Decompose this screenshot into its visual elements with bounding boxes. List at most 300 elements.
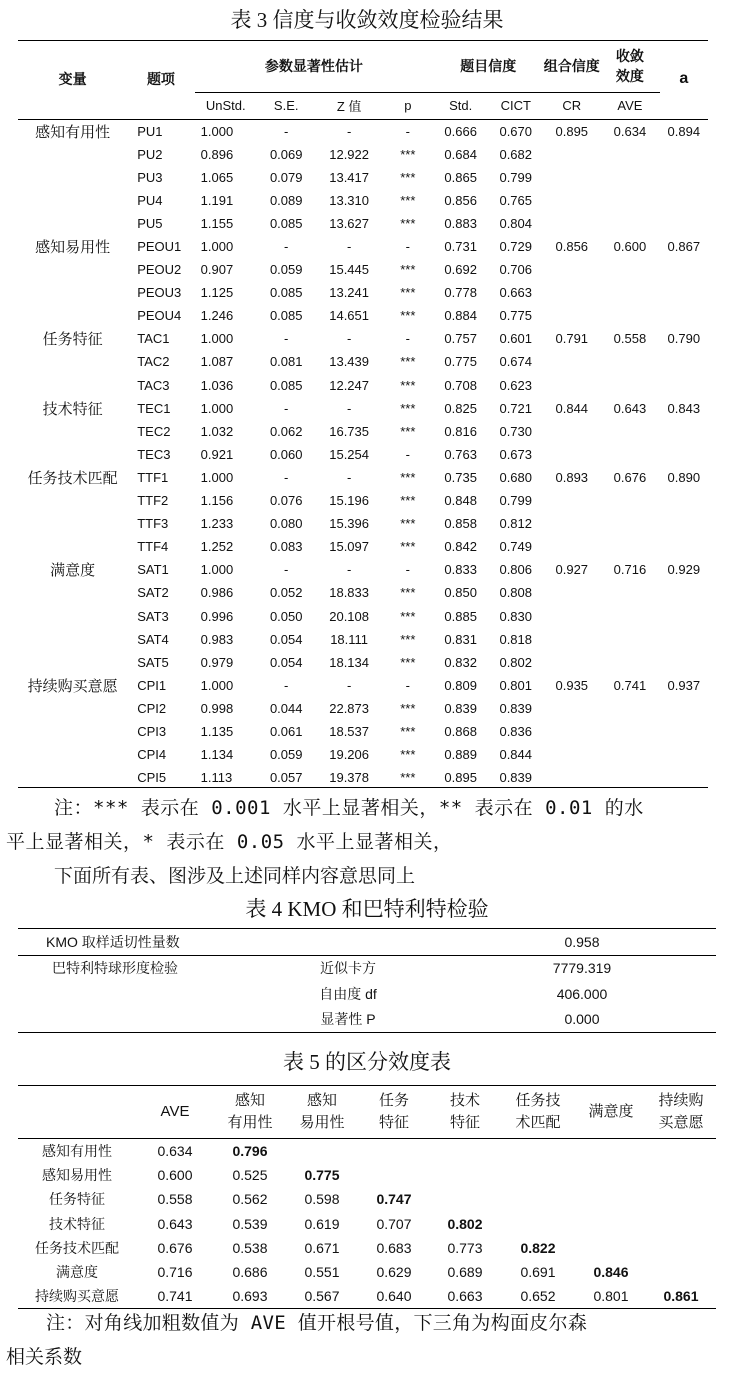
variable-name: 持续购买意愿 [27, 677, 118, 695]
column-header: AVE [160, 1103, 190, 1120]
std-value: 0.831 [444, 631, 477, 647]
empty-cell [576, 1163, 646, 1187]
ave-value: 0.600 [613, 239, 647, 255]
std-value: 0.858 [444, 516, 477, 532]
z-value: 20.108 [329, 608, 369, 624]
alpha-value: 0.790 [667, 331, 701, 347]
empty-cell [18, 512, 127, 535]
empty-cell [660, 697, 708, 720]
unstd-value: 1.246 [200, 308, 234, 324]
table-row [18, 1260, 716, 1284]
bartlett-row-value: 7779.319 [552, 960, 612, 977]
header-param-group: 参数显著性估计 [195, 40, 433, 92]
table-row [18, 581, 708, 604]
item-code: TEC1 [137, 400, 171, 416]
cict-value: 0.721 [499, 400, 533, 416]
item-code: SAT2 [137, 585, 169, 601]
z-value: 14.651 [329, 308, 369, 324]
cict-value: 0.801 [499, 677, 533, 693]
empty-cell [660, 189, 708, 212]
table-row [18, 212, 708, 235]
p-value: - [405, 123, 411, 139]
variable-name: 感知易用性 [35, 239, 111, 257]
correlation-value: 0.671 [304, 1239, 340, 1256]
column-header: 满意度 [588, 1103, 634, 1120]
empty-cell [600, 258, 659, 281]
empty-cell [543, 304, 600, 327]
z-value: 13.241 [329, 285, 369, 301]
z-value: 22.873 [329, 700, 369, 716]
p-value: *** [400, 539, 416, 555]
std-value: 0.865 [444, 169, 477, 185]
p-value: *** [400, 400, 416, 416]
table5-note-line1: 注：对角线加粗数值为 AVE 值开根号值，下三角为构面皮尔森 [46, 1312, 588, 1334]
se-value: 0.069 [269, 146, 303, 162]
empty-cell [18, 281, 127, 304]
unstd-value: 1.191 [200, 192, 234, 208]
header-alpha: a [679, 70, 689, 88]
empty-cell [543, 189, 600, 212]
item-code: PU2 [137, 146, 163, 162]
cict-value: 0.799 [499, 169, 533, 185]
ave-value: 0.676 [613, 469, 647, 485]
item-code: TTF3 [137, 516, 169, 532]
subheader-se: S.E. [273, 98, 299, 113]
empty-cell [576, 1212, 646, 1236]
se-value: - [284, 469, 289, 485]
table3-title: 表 3 信度与收敛效度检验结果 [230, 8, 504, 32]
table-row [18, 489, 708, 512]
empty-cell [18, 166, 127, 189]
item-code: PEOU2 [137, 262, 182, 278]
se-value: 0.085 [269, 215, 303, 231]
std-value: 0.825 [444, 400, 477, 416]
ave-value: 0.558 [157, 1191, 193, 1208]
empty-cell [600, 512, 659, 535]
empty-cell [18, 189, 127, 212]
se-value: 0.060 [269, 446, 303, 462]
empty-cell [18, 766, 127, 789]
item-code: TTF1 [137, 469, 169, 485]
z-value: 15.097 [329, 539, 369, 555]
z-value: 19.206 [329, 747, 369, 763]
table-row [18, 327, 708, 350]
empty-cell [18, 212, 127, 235]
z-value: 16.735 [329, 423, 369, 439]
table-row [18, 281, 708, 304]
empty-cell [358, 1139, 430, 1164]
discriminant-validity-table [18, 1085, 716, 1309]
std-value: 0.763 [444, 446, 477, 462]
cict-value: 0.804 [499, 215, 533, 231]
table-row [18, 119, 708, 143]
item-code: PU1 [137, 123, 163, 139]
sqrt-ave-diagonal: 0.802 [447, 1215, 483, 1232]
z-value: - [346, 469, 352, 485]
table-row [18, 397, 708, 420]
z-value: 13.627 [329, 215, 369, 231]
unstd-value: 1.036 [200, 377, 234, 393]
row-label: 持续购买意愿 [35, 1288, 119, 1305]
unstd-value: 1.000 [200, 123, 234, 139]
table-row [18, 535, 708, 558]
cict-value: 0.844 [499, 747, 533, 763]
item-code: PEOU4 [137, 308, 182, 324]
p-value: *** [400, 192, 416, 208]
kmo-label: KMO 取样适切性量数 [46, 933, 180, 950]
se-value: - [284, 123, 289, 139]
cr-value: 0.791 [555, 331, 589, 347]
empty-cell [600, 143, 659, 166]
z-value: 15.254 [329, 446, 369, 462]
bartlett-label: 巴特利特球形度检验 [52, 960, 178, 977]
correlation-value: 0.640 [376, 1288, 412, 1305]
unstd-value: 1.000 [200, 400, 234, 416]
correlation-value: 0.691 [520, 1264, 556, 1281]
empty-cell [600, 212, 659, 235]
empty-cell [600, 166, 659, 189]
table-row [18, 1139, 716, 1164]
table5-note-line2: 相关系数 [6, 1346, 83, 1368]
empty-cell [660, 604, 708, 627]
unstd-value: 1.000 [200, 677, 234, 693]
variable-name: 感知有用性 [35, 123, 111, 141]
empty-cell [500, 1139, 576, 1164]
bartlett-row-value: 0.000 [564, 1011, 600, 1028]
empty-cell [646, 1236, 716, 1260]
table4-title: 表 4 KMO 和巴特利特检验 [245, 897, 489, 921]
cict-value: 0.749 [499, 539, 533, 555]
std-value: 0.816 [444, 423, 477, 439]
empty-cell [600, 604, 659, 627]
correlation-value: 0.689 [447, 1264, 483, 1281]
empty-cell [576, 1139, 646, 1164]
empty-cell [543, 628, 600, 651]
table-row [18, 350, 708, 373]
std-value: 0.885 [444, 608, 477, 624]
table-row [18, 258, 708, 281]
p-value: *** [400, 516, 416, 532]
p-value: *** [400, 285, 416, 301]
correlation-value: 0.663 [447, 1288, 483, 1305]
se-value: 0.089 [269, 192, 303, 208]
correlation-value: 0.538 [232, 1239, 268, 1256]
p-value: *** [400, 747, 416, 763]
table-row [18, 720, 708, 743]
std-value: 0.708 [444, 377, 477, 393]
table-row [18, 674, 708, 697]
empty-cell [18, 535, 127, 558]
se-value: 0.081 [269, 354, 303, 370]
cict-value: 0.830 [499, 608, 533, 624]
empty-cell [18, 350, 127, 373]
unstd-value: 1.032 [200, 423, 234, 439]
row-label: 任务特征 [49, 1191, 105, 1208]
empty-cell [660, 258, 708, 281]
correlation-value: 0.629 [376, 1264, 412, 1281]
std-value: 0.850 [444, 585, 477, 601]
unstd-value: 1.156 [200, 493, 234, 509]
correlation-value: 0.551 [304, 1264, 340, 1281]
table-row [18, 512, 708, 535]
z-value: 18.537 [329, 723, 369, 739]
unstd-value: 0.998 [200, 700, 234, 716]
z-value: - [346, 677, 352, 693]
p-value: *** [400, 608, 416, 624]
corner-cell [18, 1086, 136, 1139]
ave-value: 0.716 [157, 1264, 193, 1281]
p-value: *** [400, 493, 416, 509]
se-value: 0.054 [269, 631, 303, 647]
item-code: SAT5 [137, 654, 169, 670]
cict-value: 0.674 [499, 354, 533, 370]
cict-value: 0.706 [499, 262, 533, 278]
bartlett-row-value: 406.000 [556, 985, 608, 1002]
alpha-value: 0.843 [667, 400, 701, 416]
unstd-value: 1.087 [200, 354, 234, 370]
p-value: - [405, 446, 411, 462]
cict-value: 0.663 [499, 285, 533, 301]
cr-value: 0.856 [555, 239, 589, 255]
z-value: 19.378 [329, 770, 369, 786]
correlation-value: 0.801 [593, 1288, 629, 1305]
bartlett-row-label: 自由度 df [319, 985, 377, 1002]
empty-cell [600, 374, 659, 397]
empty-cell [18, 604, 127, 627]
se-value: 0.085 [269, 285, 303, 301]
empty-cell [543, 143, 600, 166]
empty-cell [543, 535, 600, 558]
item-code: PEOU3 [137, 285, 182, 301]
cict-value: 0.818 [499, 631, 533, 647]
se-value: 0.054 [269, 654, 303, 670]
p-value: - [405, 562, 411, 578]
item-code: TAC2 [137, 354, 170, 370]
p-value: *** [400, 585, 416, 601]
std-value: 0.735 [444, 469, 477, 485]
ave-value: 0.741 [157, 1288, 193, 1305]
se-value: 0.080 [269, 516, 303, 532]
table5-note [6, 1306, 730, 1374]
p-value: *** [400, 770, 416, 786]
unstd-value: 1.000 [200, 239, 234, 255]
subheader-std: Std. [449, 98, 473, 113]
std-value: 0.832 [444, 654, 477, 670]
empty-cell [660, 766, 708, 789]
cict-value: 0.812 [499, 516, 533, 532]
correlation-value: 0.683 [376, 1239, 412, 1256]
subheader-unstd: UnStd. [205, 98, 246, 113]
empty-cell [600, 489, 659, 512]
std-value: 0.884 [444, 308, 477, 324]
table-row [18, 1163, 716, 1187]
unstd-value: 0.983 [200, 631, 234, 647]
table3-bottom-rule [18, 787, 708, 788]
column-header: 技术 特征 [449, 1092, 480, 1131]
ave-value: 0.741 [613, 677, 647, 693]
subheader-ave: AVE [617, 98, 643, 113]
empty-cell [543, 443, 600, 466]
std-value: 0.809 [444, 677, 477, 693]
p-value: *** [400, 146, 416, 162]
empty-cell [543, 212, 600, 235]
std-value: 0.848 [444, 493, 477, 509]
cict-value: 0.673 [499, 446, 533, 462]
cr-value: 0.844 [555, 400, 589, 416]
empty-cell [660, 420, 708, 443]
item-code: SAT3 [137, 608, 169, 624]
cict-value: 0.682 [499, 146, 533, 162]
empty-cell [543, 420, 600, 443]
empty-cell [660, 281, 708, 304]
table-row [18, 374, 708, 397]
kmo-table [18, 928, 716, 1033]
table-row [18, 466, 708, 489]
se-value: - [284, 562, 289, 578]
cict-value: 0.601 [499, 331, 533, 347]
empty-cell [18, 443, 127, 466]
empty-cell [18, 628, 127, 651]
unstd-value: 1.000 [200, 469, 234, 485]
cr-value: 0.893 [555, 469, 589, 485]
unstd-value: 1.000 [200, 331, 234, 347]
item-code: PEOU1 [137, 239, 182, 255]
variable-name: 满意度 [50, 562, 96, 580]
header-ave-group: 收敛效度 [600, 40, 659, 92]
correlation-value: 0.539 [232, 1215, 268, 1232]
cict-value: 0.806 [499, 562, 533, 578]
se-value: 0.052 [269, 585, 303, 601]
p-value: *** [400, 469, 416, 485]
unstd-value: 0.979 [200, 654, 234, 670]
empty-cell [660, 350, 708, 373]
se-value: - [284, 677, 289, 693]
std-value: 0.839 [444, 700, 477, 716]
alpha-value: 0.937 [667, 677, 701, 693]
p-value: *** [400, 631, 416, 647]
header-cr-group: 组合信度 [543, 40, 600, 92]
z-value: - [346, 400, 352, 416]
empty-cell [543, 512, 600, 535]
se-value: 0.062 [269, 423, 303, 439]
p-value: *** [400, 654, 416, 670]
subheader-cr: CR [562, 98, 582, 113]
empty-cell [660, 143, 708, 166]
empty-cell [660, 581, 708, 604]
se-value: 0.061 [269, 723, 303, 739]
empty-cell [543, 766, 600, 789]
ave-value: 0.634 [157, 1143, 193, 1160]
empty-cell [543, 350, 600, 373]
bartlett-row-label: 近似卡方 [320, 960, 376, 977]
table-row [18, 235, 708, 258]
empty-cell [600, 281, 659, 304]
table-row [18, 304, 708, 327]
sqrt-ave-diagonal: 0.796 [232, 1143, 268, 1160]
empty-cell [543, 166, 600, 189]
sqrt-ave-diagonal: 0.775 [304, 1167, 340, 1184]
se-value: 0.059 [269, 262, 303, 278]
std-value: 0.692 [444, 262, 477, 278]
table-row [18, 766, 708, 789]
empty-cell [600, 697, 659, 720]
empty-cell [18, 743, 127, 766]
empty-cell [660, 443, 708, 466]
se-value: - [284, 331, 289, 347]
z-value: 18.134 [329, 654, 369, 670]
std-value: 0.757 [444, 331, 477, 347]
empty-cell [500, 1163, 576, 1187]
empty-cell [600, 443, 659, 466]
item-code: CPI2 [137, 700, 167, 716]
std-value: 0.684 [444, 146, 477, 162]
z-value: 15.196 [329, 493, 369, 509]
unstd-value: 0.921 [200, 446, 234, 462]
empty-cell [660, 651, 708, 674]
table-row [18, 558, 708, 581]
subheader-z: Z 值 [336, 99, 362, 114]
empty-cell [660, 166, 708, 189]
unstd-value: 0.986 [200, 585, 234, 601]
table-row [18, 604, 708, 627]
empty-cell [18, 720, 127, 743]
std-value: 0.666 [444, 123, 477, 139]
table-row [18, 166, 708, 189]
item-code: CPI1 [137, 677, 167, 693]
header-item: 题项 [146, 71, 175, 88]
z-value: 12.247 [329, 377, 369, 393]
ave-value: 0.600 [157, 1167, 193, 1184]
column-header: 持续购 买意愿 [658, 1092, 704, 1131]
empty-cell [543, 697, 600, 720]
item-code: CPI5 [137, 770, 167, 786]
unstd-value: 1.134 [200, 747, 234, 763]
empty-cell [18, 489, 127, 512]
empty-cell [18, 651, 127, 674]
ave-value: 0.634 [613, 123, 647, 139]
se-value: 0.076 [269, 493, 303, 509]
empty-cell [660, 743, 708, 766]
empty-cell [430, 1139, 500, 1164]
column-header: 任务 特征 [378, 1092, 409, 1131]
cict-value: 0.839 [499, 770, 533, 786]
empty-cell [600, 743, 659, 766]
z-value: - [346, 562, 352, 578]
se-value: 0.057 [269, 770, 303, 786]
empty-cell [660, 535, 708, 558]
unstd-value: 1.135 [200, 723, 234, 739]
item-code: TTF4 [137, 539, 169, 555]
ave-value: 0.558 [613, 331, 647, 347]
sqrt-ave-diagonal: 0.861 [663, 1288, 699, 1305]
table3-note-line3: 下面所有表、图涉及上述同样内容意思同上 [54, 865, 416, 887]
correlation-value: 0.707 [376, 1215, 412, 1232]
item-code: CPI4 [137, 747, 167, 763]
item-code: CPI3 [137, 723, 167, 739]
sqrt-ave-diagonal: 0.846 [593, 1264, 629, 1281]
row-label: 满意度 [56, 1264, 98, 1281]
cict-value: 0.680 [499, 469, 533, 485]
z-value: - [346, 123, 352, 139]
correlation-value: 0.773 [447, 1239, 483, 1256]
se-value: 0.059 [269, 747, 303, 763]
se-value: 0.085 [269, 377, 303, 393]
empty-cell [576, 1187, 646, 1211]
empty-cell [18, 143, 127, 166]
unstd-value: 1.252 [200, 539, 234, 555]
table-row [18, 1187, 716, 1211]
p-value: *** [400, 169, 416, 185]
